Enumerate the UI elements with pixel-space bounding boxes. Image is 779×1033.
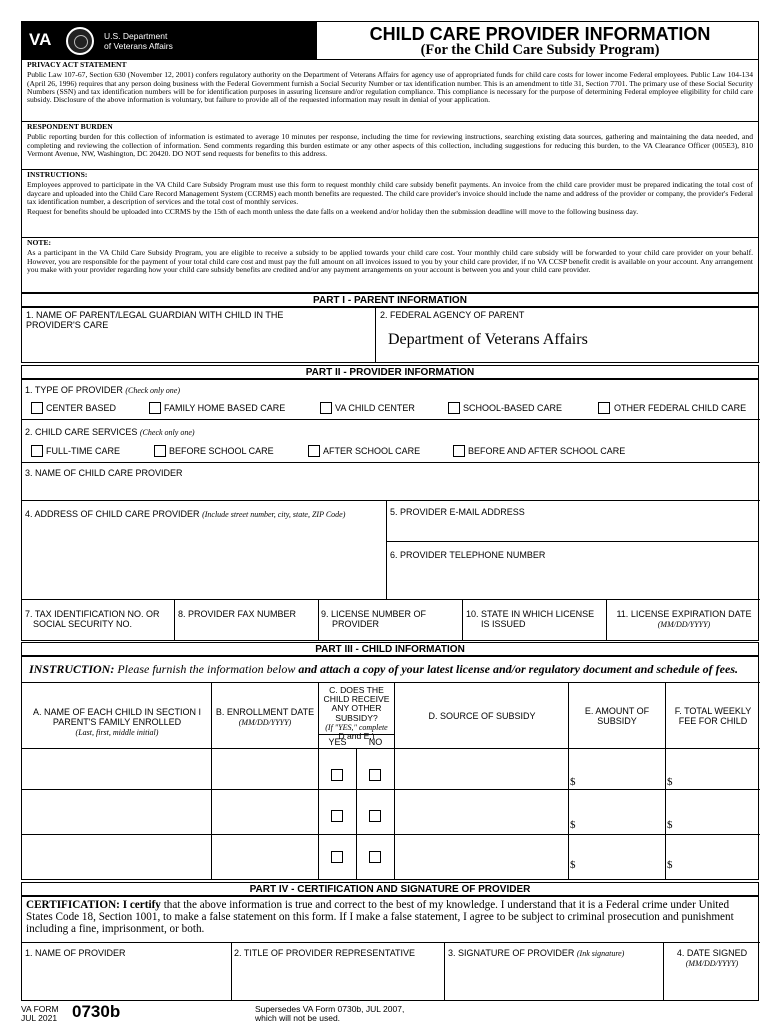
form-number: 0730b xyxy=(72,1002,121,1021)
burden-text: Public reporting burden for this collection of information is estimated to average 10 minutes per response, including the time for reviewing instructions, searching existing data sources, gathering and maintaining the data needed, and completing and reviewing the collection of information. Send comments regarding this burden estimate or any other aspects of this collection, including suggestions for reducing this burden, to the VA Clearance Officer (005E3), 810 Vermont Avenue, NW, Washington, DC 20420. DO NOT send requests for benefits to this address. xyxy=(27,132,753,158)
provider-name-field[interactable] xyxy=(22,463,757,500)
privacy-act-section xyxy=(21,60,759,122)
instructions-heading: INSTRUCTIONS: xyxy=(27,170,88,179)
family-home-label: FAMILY HOME BASED CARE xyxy=(164,403,286,413)
va-child-center-checkbox[interactable] xyxy=(320,402,332,414)
row3-no-checkbox[interactable] xyxy=(369,851,381,863)
divider xyxy=(318,734,395,735)
note-section xyxy=(21,238,759,293)
before-school-label: BEFORE SCHOOL CARE xyxy=(169,446,274,456)
part3-title: PART III - CHILD INFORMATION xyxy=(21,642,759,657)
provider-address-label: 4. ADDRESS OF CHILD CARE PROVIDER (Include street number, city, state, ZIP Code) xyxy=(25,509,346,519)
dept-line-2: of Veterans Affairs xyxy=(104,41,173,51)
federal-agency-label: 2. FEDERAL AGENCY OF PARENT xyxy=(380,310,525,320)
before-school-checkbox[interactable] xyxy=(154,445,166,457)
form-header xyxy=(21,21,759,60)
divider xyxy=(318,682,319,879)
representative-title-label: 2. TITLE OF PROVIDER REPRESENTATIVE xyxy=(234,948,416,958)
divider xyxy=(22,682,760,683)
other-federal-label: OTHER FEDERAL CHILD CARE xyxy=(614,403,747,413)
va-child-center-label: VA CHILD CENTER xyxy=(335,403,415,413)
representative-title-field[interactable] xyxy=(232,943,444,1001)
school-based-label: SCHOOL-BASED CARE xyxy=(463,403,563,413)
license-expiration-label: 11. LICENSE EXPIRATION DATE (MM/DD/YYYY) xyxy=(616,609,752,629)
form-id xyxy=(21,1005,59,1023)
center-based-label: CENTER BASED xyxy=(46,403,117,413)
family-home-checkbox[interactable] xyxy=(149,402,161,414)
fax-label: 8. PROVIDER FAX NUMBER xyxy=(178,609,297,619)
row3-amount-dollar: $ xyxy=(570,859,576,871)
col-c-no: NO xyxy=(368,737,383,747)
license-expiration-field[interactable] xyxy=(607,600,757,641)
row1-yes-checkbox[interactable] xyxy=(331,769,343,781)
form-date: JUL 2021 xyxy=(21,1013,58,1023)
col-e-header: E. AMOUNT OF SUBSIDY xyxy=(584,706,650,726)
row2-fee-dollar: $ xyxy=(667,819,673,831)
form-label: VA FORM xyxy=(21,1004,59,1014)
divider xyxy=(568,682,569,879)
instructions-text-2: Request for benefits should be uploaded into CCRMS by the 15th of each month unless the date falls on a weekend and/or holiday then the submission deadline will move to the following business day. xyxy=(27,207,639,217)
divider xyxy=(22,419,760,420)
license-number-field[interactable] xyxy=(319,600,462,641)
divider xyxy=(22,834,760,835)
part3-table xyxy=(21,655,759,880)
row3-yes-checkbox[interactable] xyxy=(331,851,343,863)
tax-id-field[interactable] xyxy=(22,600,174,641)
after-school-checkbox[interactable] xyxy=(308,445,320,457)
divider xyxy=(22,748,760,749)
row1-amount-dollar: $ xyxy=(570,776,576,788)
note-heading: NOTE: xyxy=(27,238,52,247)
row1-fee-dollar: $ xyxy=(667,776,673,788)
department-name xyxy=(104,31,173,51)
divider xyxy=(211,682,212,879)
after-school-label: AFTER SCHOOL CARE xyxy=(323,446,421,456)
school-based-checkbox[interactable] xyxy=(448,402,460,414)
center-based-checkbox[interactable] xyxy=(31,402,43,414)
col-c-yes: YES xyxy=(328,737,347,747)
provider-phone-label: 6. PROVIDER TELEPHONE NUMBER xyxy=(390,550,546,560)
before-after-school-label: BEFORE AND AFTER SCHOOL CARE xyxy=(468,446,626,456)
row2-amount-dollar: $ xyxy=(570,819,576,831)
provider-email-field[interactable] xyxy=(387,501,757,541)
parent-name-field[interactable] xyxy=(22,307,376,362)
parent-name-label: 1. NAME OF PARENT/LEGAL GUARDIAN WITH CHILD IN THE PROVIDER'S CARE xyxy=(26,310,284,330)
federal-agency-value[interactable]: Department of Veterans Affairs xyxy=(388,331,588,348)
part1-fields xyxy=(21,306,759,363)
respondent-burden-section xyxy=(21,122,759,170)
license-number-label: 9. LICENSE NUMBER OF PROVIDER xyxy=(321,609,427,629)
burden-heading: RESPONDENT BURDEN xyxy=(27,122,113,131)
fax-field[interactable] xyxy=(175,600,318,641)
provider-name-sign-field[interactable] xyxy=(22,943,231,1001)
supersedes-note: Supersedes VA Form 0730b, JUL 2007, which will not be used. xyxy=(255,1004,405,1023)
form-subtitle: (For the Child Care Subsidy Program) xyxy=(420,42,660,58)
row2-yes-checkbox[interactable] xyxy=(331,810,343,822)
form-title: CHILD CARE PROVIDER INFORMATION xyxy=(369,24,711,44)
other-federal-checkbox[interactable] xyxy=(598,402,610,414)
va-seal-icon xyxy=(66,27,94,55)
license-state-field[interactable] xyxy=(463,600,606,641)
col-d-header: D. SOURCE OF SUBSIDY xyxy=(428,711,536,721)
col-b-header: B. ENROLLMENT DATE (MM/DD/YYYY) xyxy=(215,707,315,727)
privacy-heading: PRIVACY ACT STATEMENT xyxy=(27,60,127,69)
part3-instruction: INSTRUCTION: Please furnish the information below and attach a copy of your latest license and/or regulatory document and schedule of fees. xyxy=(29,662,738,676)
divider xyxy=(394,682,395,879)
divider xyxy=(665,682,666,879)
row3-fee-dollar: $ xyxy=(667,859,673,871)
tax-id-label: 7. TAX IDENTIFICATION NO. OR SOCIAL SECURITY NO. xyxy=(25,609,160,629)
instructions-text-1: Employees approved to participate in the VA Child Care Subsidy Program must use this form to request monthly child care subsidy benefit payments. An invoice from the child care provider must be prepared indicating the total cost of daycare and uploaded into the Child Care Record Management System (CCRMS) each month benefits are requested. The child care provider's invoice should include the name and address of the provider or company, the provider's Federal tax identification number, a description of services and the total cost of monthly services. xyxy=(27,180,753,206)
provider-type-label: 1. TYPE OF PROVIDER (Check only one) xyxy=(25,385,181,395)
date-signed-label: 4. DATE SIGNED (MM/DD/YYYY) xyxy=(676,948,748,968)
divider xyxy=(22,789,760,790)
provider-name-sign-label: 1. NAME OF PROVIDER xyxy=(25,948,126,958)
license-state-label: 10. STATE IN WHICH LICENSE IS ISSUED xyxy=(466,609,595,629)
part1-title: PART I - PARENT INFORMATION xyxy=(21,293,759,308)
privacy-text: Public Law 107-67, Section 630 (November 12, 2001) confers regulatory authority on the Department of Veterans Affairs for agency use of appropriated funds for child care costs for lower income Federal employees. Public Law 104-134 (April 26, 1996) requires that any person doing business with the Federal Government furnish a Social Security Number or tax identification number. This is an amendment to title 31, Section 7701. The primary use of these Social Security Numbers (SSN) and tax identification numbers will be for identification purposes in assuring licensure and/or regulation compliance. This compliance is necessary for the purpose of determining Federal employee eligibility for child care subsidy. Disclosure of the above information is voluntary, but failure to provide all of the requested information may result in denial of your application. xyxy=(27,70,753,105)
part2-title: PART II - PROVIDER INFORMATION xyxy=(21,365,759,380)
row1-no-checkbox[interactable] xyxy=(369,769,381,781)
date-signed-field[interactable] xyxy=(664,943,757,1001)
services-label: 2. CHILD CARE SERVICES (Check only one) xyxy=(25,427,195,437)
note-text: As a participant in the VA Child Care Subsidy Program, you are eligible to receive a subsidy to be applied towards your child care cost. Your monthly child care subsidy will be forwarded to your child care provider on your behalf. However, you are responsible for the payment of your total child care cost and must pay the full amount on all invoices issued to you by your child care provider, if no VA CCSP benefit credit is available on your account. Any arrangement you make with your provider regarding how your child care subsidy benefits are credited and/or any payment arrangements on your account is between you and your child care provider. xyxy=(27,248,753,274)
provider-address-field[interactable] xyxy=(22,501,385,599)
provider-phone-field[interactable] xyxy=(387,542,757,599)
before-after-school-checkbox[interactable] xyxy=(453,445,465,457)
signature-label: 3. SIGNATURE OF PROVIDER (Ink signature) xyxy=(448,948,625,958)
provider-name-label: 3. NAME OF CHILD CARE PROVIDER xyxy=(25,468,183,478)
provider-email-label: 5. PROVIDER E-MAIL ADDRESS xyxy=(390,507,525,517)
instructions-section xyxy=(21,170,759,238)
full-time-checkbox[interactable] xyxy=(31,445,43,457)
row2-no-checkbox[interactable] xyxy=(369,810,381,822)
full-time-label: FULL-TIME CARE xyxy=(46,446,121,456)
part2-fields xyxy=(21,378,759,641)
col-a-header: A. NAME OF EACH CHILD IN SECTION I PARENT'S FAMILY ENROLLED (Last, first, middle initial) xyxy=(32,707,202,737)
va-logo xyxy=(22,22,317,59)
part4-title: PART IV - CERTIFICATION AND SIGNATURE OF PROVIDER xyxy=(21,882,759,897)
va-logo-text: VA xyxy=(29,30,52,49)
certification-text: CERTIFICATION: I certify that the above information is true and correct to the best of my knowledge. I understand that it is a Federal crime under United States Code 18, Section 1001, to make a false statement on this form. If I make a false statement, I agree to be subject to criminal prosecution and punishment including a fine, imprisonment, or both. xyxy=(26,899,734,935)
col-f-header: F. TOTAL WEEKLY FEE FOR CHILD xyxy=(674,706,752,726)
divider xyxy=(356,748,357,879)
dept-line-1: U.S. Department xyxy=(104,31,168,41)
part4-fields xyxy=(21,895,759,1001)
col-c-header: C. DOES THE CHILD RECEIVE ANY OTHER SUBSIDY? (If "YES," complete D and E.) xyxy=(323,685,390,742)
signature-field[interactable] xyxy=(445,943,663,1001)
form-page xyxy=(21,21,759,1023)
